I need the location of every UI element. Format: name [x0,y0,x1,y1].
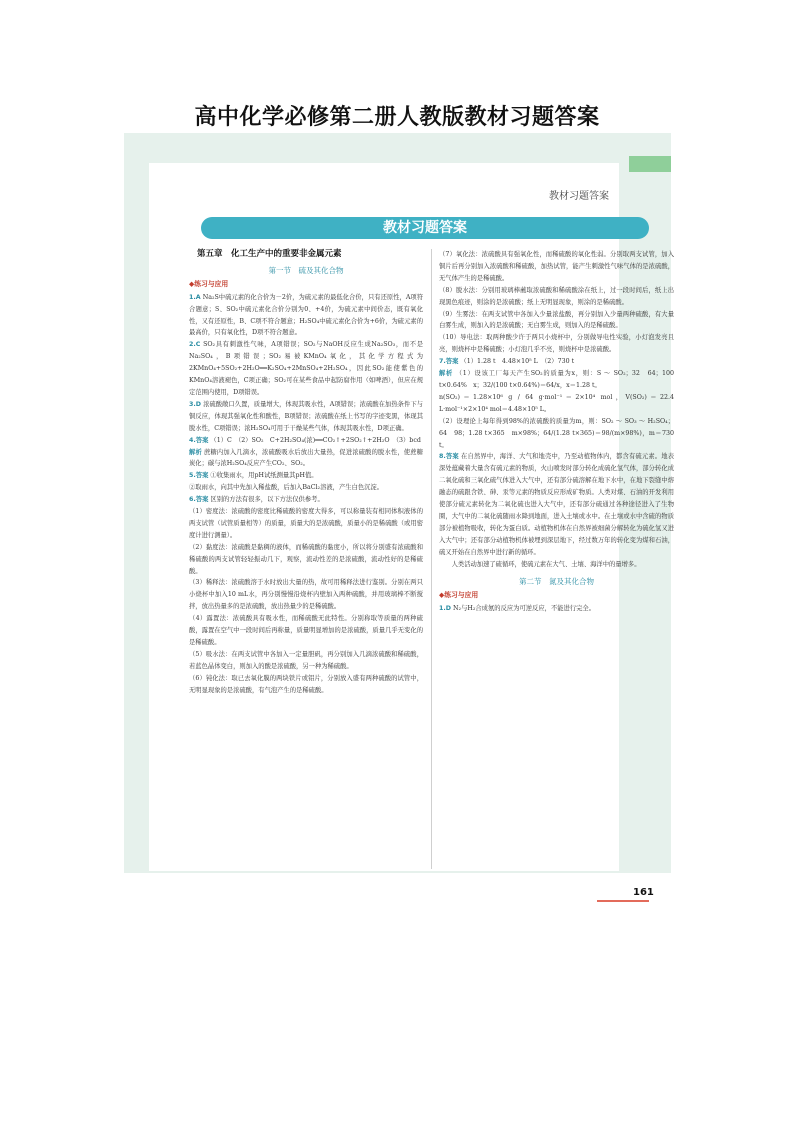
answer-item [439,332,674,356]
answer-text: （1）设该工厂每天产生SO₂的质量为x，则：S ～ SO₂；32 64；100 t×0.64% x；32/(100 t×0.64%)＝64/x，x＝1.28 t。 [439,370,675,389]
answer-number: 1.D [439,605,452,613]
chapter-title: 第五章 化工生产中的重要非金属元素 [197,249,342,259]
answers-banner: 教材习题答案 [201,217,649,239]
answer-text: 浓硫酸敞口久置，质量增大，体现其吸水性，A项错误；浓硫酸在加热条件下与铜反应，体现其强氧化性和酸性，B项错误；浓硫酸在纸上书写的字迹变黑，体现其脱水性，C项错误；浓H₂SO₄可用于干燥某些气体，体现其吸水性，D项正确。 [189,400,423,432]
answer-text: ②取雨水，向其中先加入稀盐酸，后加入BaCl₂溶液，产生白色沉淀。 [189,484,384,492]
answer-text: 人类活动加速了硫循环，使硫元素在大气、土壤、海洋中的量增多。 [439,560,641,568]
answer-text: 蔗糖内加入几滴水，浓硫酸吸水后放出大量热，促进浓硫酸的脱水性，使蔗糖炭化；碳与浓H₂SO₄反应产生CO₂、SO₂。 [189,448,423,468]
answer-text: （4）露置法：浓硫酸具有吸水性，而稀硫酸无此特性。分别称取等质量的两种硫酸，露置在空气中一段时间后再称量，质量明显增加的是浓硫酸，质量几乎无变化的是稀硫酸。 [189,615,423,646]
answer-number: 解析 [189,448,202,456]
practice-label: ◆练习与应用 [189,279,229,288]
answer-item [439,451,674,558]
answer-text: （1）C （2）SO₂ C+2H₂SO₄(浓)══CO₂↑+2SO₂↑+2H₂O （3）bcd [210,436,421,444]
answer-item [439,285,674,309]
answer-item [189,577,423,613]
answer-number: 1.A [189,293,201,301]
document-title: 高中化学必修第二册人教版教材习题答案 [194,105,600,130]
answer-text: （1）密度法：浓硫酸的密度比稀硫酸的密度大得多，可以称量装有相同体积液体的两支试管（试管质量相等）的质量，质量大的是浓硫酸，质量小的是稀硫酸（或用密度计进行测量）。 [189,508,423,539]
answer-text: ①收集雨水，用pH试纸测量其pH值。 [210,472,318,480]
answer-item [189,292,423,340]
answer-item [189,470,423,482]
right-answer-list [439,249,674,570]
answer-item [439,416,674,452]
answer-text: （9）生雾法：在两支试管中各加入少量浓盐酸，再分别加入少量两种硫酸，有大量白雾生成，则加入的是浓硫酸；无白雾生成，则加入的是稀硫酸。 [439,310,674,330]
answer-number: 7.答案 [439,358,459,366]
left-column [189,249,423,697]
page-number: 161 [633,887,654,898]
answer-text: 区别的方法有很多，以下方法仅供参考。 [210,496,324,504]
answer-item [189,482,423,494]
practice-label-2: ◆练习与应用 [439,591,479,600]
answer-text: （2）黏度法：浓硫酸是黏稠的液体，而稀硫酸的黏度小，所以将分别盛有浓硫酸和稀硫酸的两支试管轻轻振动几下，观察，流动性差的是浓硫酸，流动性好的是稀硫酸。 [189,543,423,575]
section-title-2: 第二节 氮及其化合物 [519,577,594,587]
answer-text: （6）钝化法：取已去氧化膜的两块铁片或铝片，分别放入盛有两种硫酸的试管中，无明显现象的是浓硫酸，有气泡产生的是稀硫酸。 [189,674,423,694]
answer-item [439,309,674,333]
answer-number: 3.D [189,400,202,408]
running-head: 教材习题答案 [549,191,609,202]
answer-item [439,603,674,615]
answer-text: （10）导电法：取两种酸少许于两只小烧杯中，分别做导电性实验，小灯泡发亮且亮，则烧杯中是稀硫酸；小灯泡几乎不亮，则烧杯中是浓硫酸。 [439,334,674,354]
answer-item [189,542,423,578]
answer-text: 在自然界中，海洋、大气和地壳中，乃至动植物体内，都含有硫元素。地表深处蕴藏着大量含有硫元素的物质，火山喷发时部分转化成硫化氢气体，部分转化成二氧化硫和三氧化硫气体进入大气中，还有部分硫溶解在地下水中，在地下裂缝中熔融态的硫跟含铁、砷、汞等元素的物质反应形成矿物质。人类对煤、石油的开发利用使部分硫元素转化为二氧化硫也进入大气中，还有部分硫通过各种途径进入了生物圈，大气中的二氧化硫随雨水降到地面，进入土壤或水中。在土壤或水中含硫的物质部分被植物吸收，转化为蛋白质。动植物机体在自然界被细菌分解转化为硫化氢又进入大气中；还有部分动植物机体被埋到深层地下，经过数万年的转化变为煤和石油，硫又开始在自然界中进行新的循环。 [439,453,674,556]
answer-item [189,494,423,506]
answer-text: （2）设理论上每年得到98%的浓硫酸的质量为m，则：SO₂ ～ SO₃ ～ H₂SO₄；64 98；1.28 t×365 m×98%；64/(1.28 t×365)＝98/(m×98%)，m＝730 t。 [439,417,674,449]
left-answer-list [189,292,423,697]
answer-item [189,613,423,649]
answer-item [439,356,674,368]
right-column [439,249,674,615]
answer-text: （8）脱水法：分别用玻璃棒蘸取浓硫酸和稀硫酸涂在纸上，过一段时间后，纸上出现黑色痕迹，则涂的是浓硫酸；纸上无明显现象，则涂的是稀硫酸。 [439,286,674,306]
answer-number: 6.答案 [189,496,209,504]
answer-item [189,447,423,471]
answer-text: （7）氧化法：浓硫酸具有强氧化性，而稀硫酸的氧化性弱。分别取两支试管，加入铜片后再分别加入浓硫酸和稀硫酸，加热试管，能产生刺激性气味气体的是浓硫酸，无气体产生的是稀硫酸。 [439,251,674,282]
answer-text: （1）1.28 t 4.48×10⁵ L （2）730 t [460,358,575,366]
answer-item [189,435,423,447]
answer-number: 4.答案 [189,436,209,444]
textbook-page [149,163,675,898]
answer-item [189,399,423,435]
answer-item [189,673,423,697]
answer-item [189,339,423,399]
answer-text: SO₂具有刺激性气味，A项错误；SO₂与NaOH反应生成Na₂SO₃，而不是Na₂SO₄，B项错误；SO₂易被KMnO₄氧化，其化学方程式为2KMnO₄+5SO₂+2H₂O══K₂SO₄+2MnSO₄+2H₂SO₄，因此SO₂能使紫色的KMnO₄溶液褪色，C项正确；SO₂可在某些食品中起防腐作用（如啤酒），但应在规定范围内使用，D项错误。 [189,341,423,396]
page-number-rule [597,900,649,902]
section-title: 第一节 硫及其化合物 [268,265,344,275]
answer-item [189,649,423,673]
answer-number: 2.C [189,341,201,349]
answer-item [439,249,674,285]
answer-item [189,506,423,542]
answer-text: N₂与H₂合成氨的反应为可逆反应，不能进行完全。 [453,605,596,613]
answer-text: Na₂S中硫元素的化合价为－2价，为硫元素的最低化合价，只有还原性，A项符合题意；S、SO₂中硫元素化合价分别为0、+4价，为硫元素中间价态，既有氧化性，又有还原性，B、C项不符合题意；H₂SO₄中硫元素化合价为+6价，为硫元素的最高价，只有氧化性，D项不符合题意。 [189,293,424,337]
answer-text: （5）吸水法：在两支试管中各加入一定量胆矾，再分别加入几滴浓硫酸和稀硫酸，若蓝色晶体变白，则加入的酸是浓硫酸，另一种为稀硫酸。 [189,650,423,670]
answer-number: 8.答案 [439,453,459,461]
answer-item [439,368,674,392]
scanned-page-frame [124,133,675,898]
answer-item [439,392,674,416]
answer-text: （3）稀释法：浓硫酸溶于水时放出大量的热，故可用稀释法进行鉴别。分别在两只小烧杯中加入10 mL水，再分别慢慢沿烧杯内壁加入两种硫酸，并用玻璃棒不断搅拌，放出热量多的是浓硫酸，放出热量少的是稀硫酸。 [189,579,423,611]
answer-item [439,559,674,571]
column-divider [431,249,432,869]
answer-number: 5.答案 [189,472,209,480]
answer-number: 解析 [439,370,454,378]
side-tab [629,156,671,172]
answer-text: n(SO₂)＝1.28×10⁶ g / 64 g·mol⁻¹＝2×10⁴ mol，V(SO₂)＝22.4 L·mol⁻¹×2×10⁴ mol＝4.48×10⁵ L。 [439,393,674,413]
